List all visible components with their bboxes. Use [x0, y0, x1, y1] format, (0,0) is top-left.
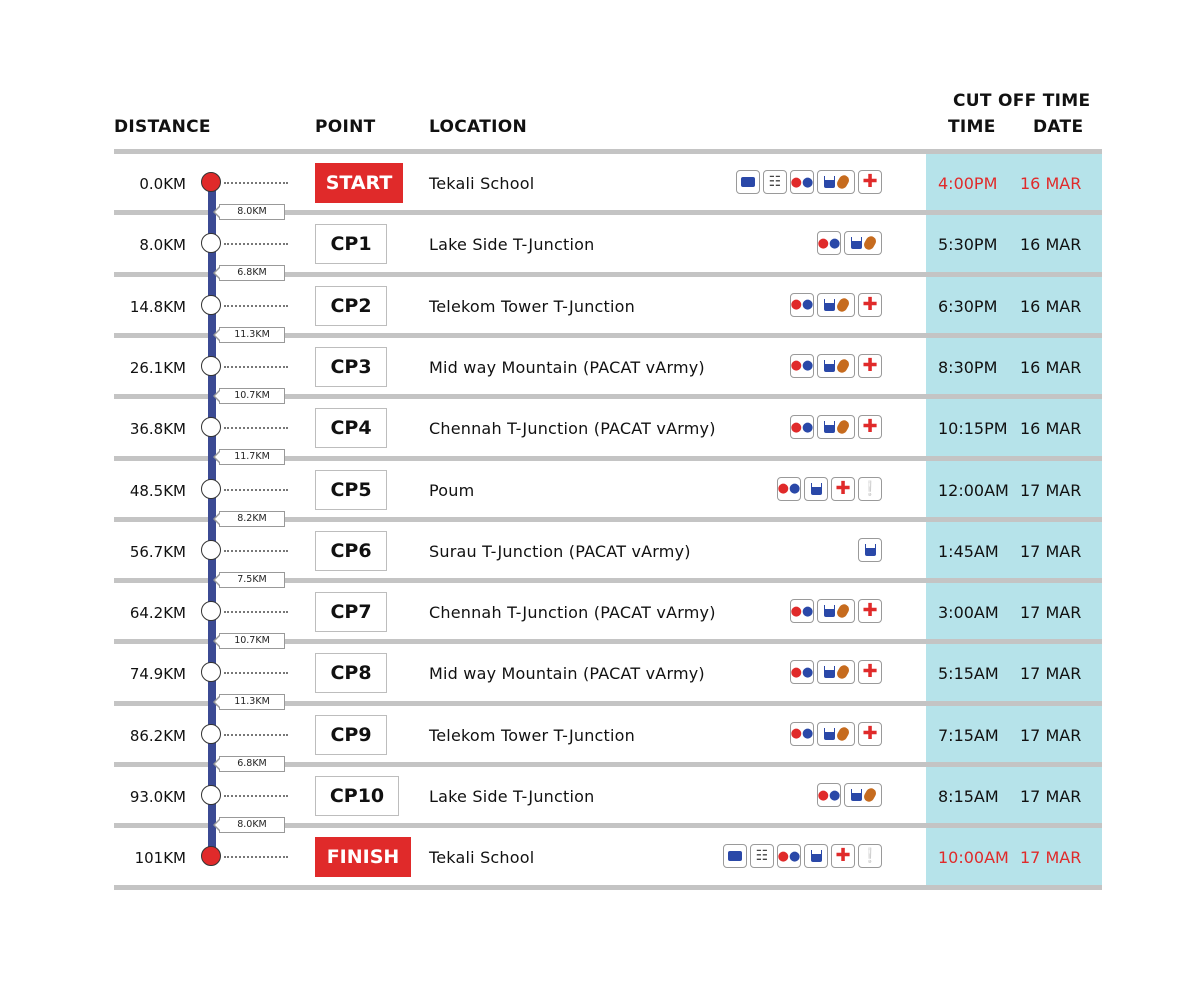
cutoff-time: 1:45AM [938, 541, 999, 561]
first-aid-icon: ✚ [858, 170, 882, 194]
cutoff-time: 3:00AM [938, 603, 999, 623]
toilet-icon: ● ● [817, 783, 841, 807]
first-aid-icon: ✚ [831, 477, 855, 501]
bag-icon [723, 844, 747, 868]
location: Mid way Mountain (PACAT vArmy) [429, 357, 705, 377]
leader-dots [224, 795, 288, 797]
leader-dots [224, 366, 288, 368]
toilet-icon: ● ● [790, 722, 814, 746]
point-label: CP8 [315, 653, 387, 693]
shower-icon: ☷ [763, 170, 787, 194]
water-food-icon [817, 293, 855, 317]
route-node [201, 846, 221, 866]
point-label: START [315, 163, 403, 203]
location: Mid way Mountain (PACAT vArmy) [429, 664, 705, 684]
cutoff-time: 6:30PM [938, 296, 998, 316]
cutoff-time: 10:15PM [938, 419, 1008, 439]
cutoff-time: 12:00AM [938, 480, 1009, 500]
leader-dots [224, 489, 288, 491]
header-time: TIME [948, 117, 996, 137]
cutoff-time: 4:00PM [938, 174, 998, 193]
cutoff-date: 16 MAR [1020, 419, 1082, 439]
meal-icon: ❕ [858, 477, 882, 501]
segment-distance-tag: 11.3KM [219, 694, 285, 710]
first-aid-icon: ✚ [858, 599, 882, 623]
facility-icons [723, 844, 882, 870]
toilet-icon: ● ● [777, 844, 801, 868]
segment-distance-tag: 11.7KM [219, 449, 285, 465]
toilet-icon: ● ● [790, 599, 814, 623]
checkpoint-row [0, 153, 1200, 215]
route-node [201, 785, 221, 805]
point-label: CP3 [315, 347, 387, 387]
distance: 36.8KM [129, 420, 186, 439]
facility-icons [790, 599, 882, 625]
checkpoint-row [0, 460, 1200, 522]
route-node [201, 233, 221, 253]
cutoff-time: 8:30PM [938, 357, 998, 377]
first-aid-icon: ✚ [858, 354, 882, 378]
leader-dots [224, 856, 288, 858]
water-food-icon [817, 170, 855, 194]
location: Tekali School [429, 174, 535, 193]
location: Surau T-Junction (PACAT vArmy) [429, 541, 691, 561]
cutoff-date: 16 MAR [1020, 296, 1082, 316]
leader-dots [224, 182, 288, 184]
distance: 64.2KM [129, 604, 186, 623]
header-date: DATE [1033, 117, 1084, 137]
first-aid-icon: ✚ [831, 844, 855, 868]
leader-dots [224, 672, 288, 674]
facility-icons [790, 354, 882, 380]
checkpoint-row [0, 521, 1200, 583]
facility-icons [777, 477, 882, 503]
toilet-icon: ● ● [817, 231, 841, 255]
toilet-icon: ● ● [790, 660, 814, 684]
route-node [201, 356, 221, 376]
checkpoint-row [0, 398, 1200, 460]
cutoff-time: 10:00AM [938, 848, 1009, 868]
toilet-icon: ● ● [790, 293, 814, 317]
toilet-icon: ● ● [790, 415, 814, 439]
cutoff-date: 16 MAR [1020, 235, 1082, 255]
segment-distance-tag: 10.7KM [219, 633, 285, 649]
checkpoint-row [0, 827, 1200, 889]
location: Poum [429, 480, 475, 500]
distance: 0.0KM [139, 175, 186, 193]
bag-icon [736, 170, 760, 194]
distance: 93.0KM [129, 788, 186, 806]
point-label: CP7 [315, 592, 387, 632]
facility-icons [858, 538, 882, 564]
distance: 74.9KM [129, 665, 186, 684]
cutoff-date: 17 MAR [1020, 848, 1082, 868]
water-icon [804, 477, 828, 501]
facility-icons [790, 293, 882, 319]
checkpoint-row [0, 276, 1200, 338]
first-aid-icon: ✚ [858, 415, 882, 439]
leader-dots [224, 243, 288, 245]
distance: 56.7KM [129, 542, 186, 561]
route-node [201, 724, 221, 744]
water-icon [804, 844, 828, 868]
distance: 101KM [134, 849, 186, 868]
header-distance: DISTANCE [114, 117, 211, 137]
route-node [201, 662, 221, 682]
route-node [201, 417, 221, 437]
point-label: CP4 [315, 408, 387, 448]
location: Telekom Tower T-Junction [429, 725, 635, 745]
toilet-icon: ● ● [777, 477, 801, 501]
point-label: CP2 [315, 286, 387, 326]
cutoff-date: 17 MAR [1020, 725, 1082, 745]
checkpoint-row [0, 337, 1200, 399]
water-food-icon [844, 783, 882, 807]
cutoff-date: 17 MAR [1020, 541, 1082, 561]
distance: 26.1KM [129, 358, 186, 377]
location: Lake Side T-Junction [429, 235, 595, 255]
distance: 8.0KM [139, 236, 186, 255]
distance: 14.8KM [129, 297, 186, 316]
facility-icons [790, 660, 882, 686]
cutoff-date: 16 MAR [1020, 174, 1082, 193]
location: Chennah T-Junction (PACAT vArmy) [429, 603, 716, 623]
segment-distance-tag: 7.5KM [219, 572, 285, 588]
cutoff-time: 5:30PM [938, 235, 998, 255]
point-label: FINISH [315, 837, 411, 877]
first-aid-icon: ✚ [858, 293, 882, 317]
facility-icons [790, 415, 882, 441]
toilet-icon: ● ● [790, 170, 814, 194]
segment-distance-tag: 8.2KM [219, 511, 285, 527]
checkpoint-row [0, 705, 1200, 767]
facility-icons [817, 231, 882, 257]
cutoff-date: 17 MAR [1020, 664, 1082, 684]
route-node [201, 295, 221, 315]
route-node [201, 172, 221, 192]
point-label: CP1 [315, 224, 387, 264]
facility-icons [736, 170, 882, 196]
route-node [201, 601, 221, 621]
leader-dots [224, 427, 288, 429]
point-label: CP6 [315, 531, 387, 571]
facility-icons [790, 722, 882, 748]
location: Chennah T-Junction (PACAT vArmy) [429, 419, 716, 439]
header-cutoff: CUT OFF TIME [953, 91, 1091, 111]
shower-icon: ☷ [750, 844, 774, 868]
segment-distance-tag: 8.0KM [219, 204, 285, 220]
location: Tekali School [429, 848, 535, 868]
header-location: LOCATION [429, 117, 527, 137]
facility-icons [817, 783, 882, 809]
water-food-icon [817, 599, 855, 623]
distance: 86.2KM [129, 726, 186, 745]
checkpoint-row [0, 766, 1200, 828]
leader-dots [224, 305, 288, 307]
point-label: CP5 [315, 470, 387, 510]
leader-dots [224, 550, 288, 552]
cutoff-time: 5:15AM [938, 664, 999, 684]
water-food-icon [817, 354, 855, 378]
point-label: CP9 [315, 715, 387, 755]
segment-distance-tag: 11.3KM [219, 327, 285, 343]
meal-icon: ❕ [858, 844, 882, 868]
cutoff-date: 16 MAR [1020, 357, 1082, 377]
location: Telekom Tower T-Junction [429, 296, 635, 316]
cutoff-time: 8:15AM [938, 787, 999, 806]
leader-dots [224, 734, 288, 736]
checkpoint-row [0, 582, 1200, 644]
route-node [201, 479, 221, 499]
point-label: CP10 [315, 776, 399, 816]
water-food-icon [817, 722, 855, 746]
water-food-icon [844, 231, 882, 255]
segment-distance-tag: 6.8KM [219, 756, 285, 772]
cutoff-time: 7:15AM [938, 725, 999, 745]
cutoff-date: 17 MAR [1020, 480, 1082, 500]
segment-distance-tag: 10.7KM [219, 388, 285, 404]
water-food-icon [817, 415, 855, 439]
checkpoint-row [0, 643, 1200, 705]
route-node [201, 540, 221, 560]
water-icon [858, 538, 882, 562]
water-food-icon [817, 660, 855, 684]
toilet-icon: ● ● [790, 354, 814, 378]
checkpoint-row [0, 214, 1200, 276]
cutoff-date: 17 MAR [1020, 603, 1082, 623]
cutoff-date: 17 MAR [1020, 787, 1082, 806]
leader-dots [224, 611, 288, 613]
location: Lake Side T-Junction [429, 787, 595, 806]
distance: 48.5KM [129, 481, 186, 500]
segment-distance-tag: 8.0KM [219, 817, 285, 833]
first-aid-icon: ✚ [858, 660, 882, 684]
header-point: POINT [315, 117, 376, 137]
first-aid-icon: ✚ [858, 722, 882, 746]
segment-distance-tag: 6.8KM [219, 265, 285, 281]
